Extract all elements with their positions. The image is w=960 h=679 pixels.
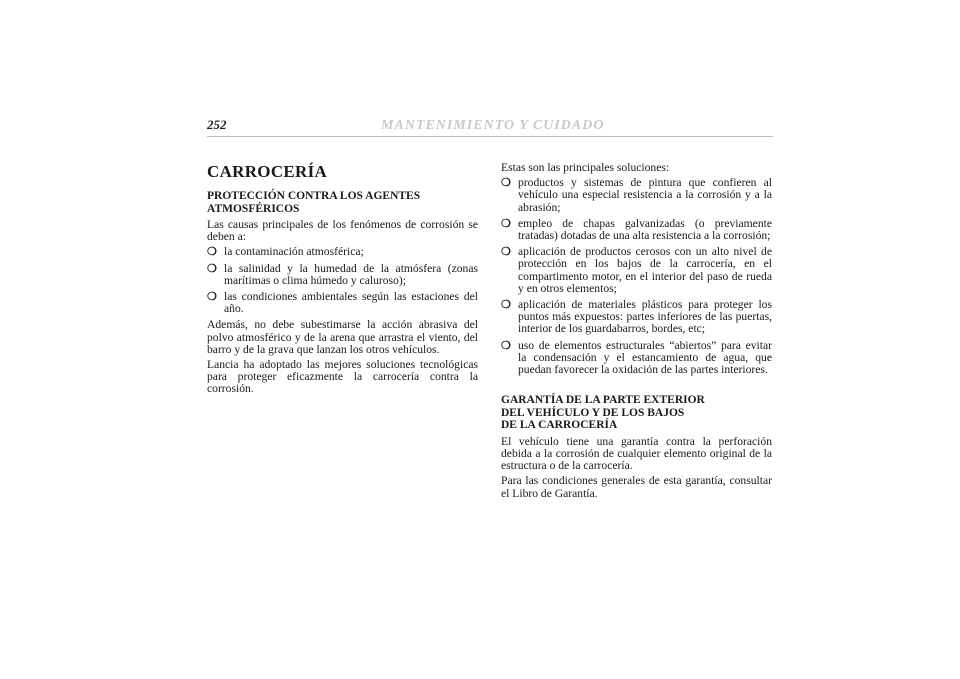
bullet-icon: ❍ xyxy=(501,299,511,312)
intro-paragraph: Las causas principales de los fenómenos de corrosión se deben a: xyxy=(207,218,478,244)
bullet-icon: ❍ xyxy=(501,177,511,190)
page-header xyxy=(207,117,773,139)
list-item: ❍ productos y sistemas de pintura que confieren al vehículo una especial resistencia a la corrosión y a la abrasión; xyxy=(501,176,772,214)
list-item: ❍ uso de elementos estructurales “abiertos” para evitar la condensación y el estancamiento de agua, que puedan favorecer la oxidación de las partes interiores. xyxy=(501,338,772,377)
solutions-intro: Estas son las principales soluciones: xyxy=(501,161,670,174)
right-column xyxy=(501,162,772,503)
bullet-icon: ❍ xyxy=(501,217,511,230)
bullet-icon: ❍ xyxy=(207,262,217,275)
main-heading: CARROCERÍA xyxy=(207,162,328,181)
causes-list xyxy=(207,246,478,315)
lancia-paragraph: Lancia ha adoptado las mejores soluciones tecnológicas para proteger eficazmente la carrocería contra la corrosión. xyxy=(207,358,478,396)
subheading-atmospheric: PROTECCIÓN CONTRA LOS AGENTES ATMOSFÉRICOS xyxy=(207,190,421,215)
subheading-warranty: GARANTÍA DE LA PARTE EXTERIOR DEL VEHÍCULO Y DE LOS BAJOS DE LA CARROCERÍA xyxy=(501,394,705,432)
bullet-icon: ❍ xyxy=(207,246,217,259)
list-item: ❍ las condiciones ambientales según las estaciones del año. xyxy=(207,290,478,316)
list-item: ❍ la salinidad y la humedad de la atmósfera (zonas marítimas o clima húmedo y caluroso); xyxy=(207,261,478,287)
bullet-icon: ❍ xyxy=(207,291,217,304)
bullet-icon: ❍ xyxy=(501,339,511,352)
solutions-list xyxy=(501,177,772,376)
list-item: ❍ empleo de chapas galvanizadas (o previamente tratadas) dotadas de una alta resistencia a la corrosión; xyxy=(501,216,772,243)
section-title: MANTENIMIENTO Y CUIDADO xyxy=(381,118,605,133)
list-item: ❍ aplicación de productos cerosos con un alto nivel de protección en los bajos de la carrocería, en el compartimento motor, en el interior del paso de rueda y en otros elementos; xyxy=(501,245,772,295)
abrasion-paragraph: Además, no debe subestimarse la acción abrasiva del polvo atmosférico y de la arena que arrastra el viento, del barro y de la grava que lanzan los otros vehículos. xyxy=(207,318,478,356)
page-number: 252 xyxy=(207,117,227,132)
header-rule xyxy=(207,136,773,137)
bullet-icon: ❍ xyxy=(501,246,511,259)
left-column xyxy=(207,162,478,399)
warranty-conditions-paragraph: Para las condiciones generales de esta garantía, consultar el Libro de Garantía. xyxy=(501,474,772,500)
list-item: ❍ la contaminación atmosférica; xyxy=(207,245,364,259)
list-item: ❍ aplicación de materiales plásticos para proteger los puntos más expuestos: partes inferiores de las puertas, interior de los guardabarros, bordes, etc; xyxy=(501,298,772,336)
warranty-paragraph: El vehículo tiene una garantía contra la perforación debida a la corrosión de cualquier elemento original de la estructura o de la carrocería. xyxy=(501,434,772,473)
